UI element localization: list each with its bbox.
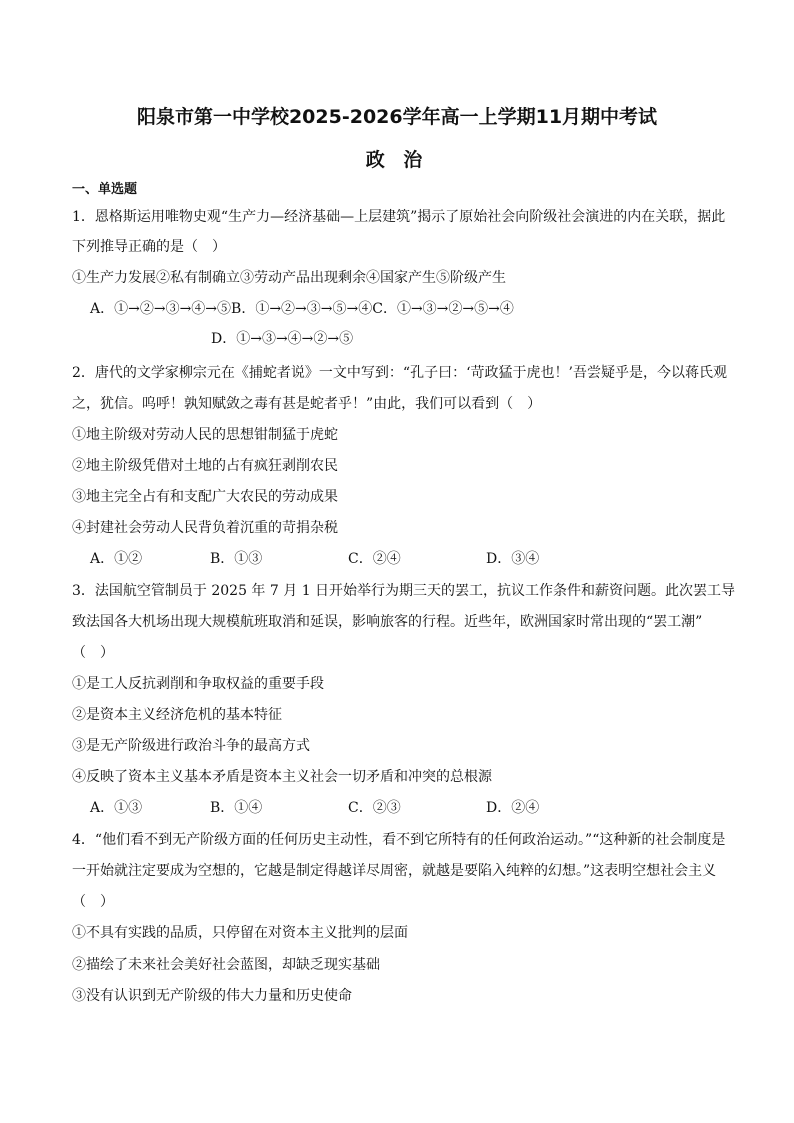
q3-option-d: D．②④ xyxy=(486,800,540,816)
q2-statement-3: ③地主完全占有和支配广大农民的劳动成果 xyxy=(72,489,338,505)
q4-stem-line-1: 4．“他们看不到无产阶级方面的任何历史主动性，看不到它所特有的任何政治运动。”“这种新的社会制度是 xyxy=(72,832,726,848)
q2-statement-1: ①地主阶级对劳动人民的思想钳制猛于虎蛇 xyxy=(72,427,338,443)
q3-stem-line-3: （ ） xyxy=(72,645,114,661)
q2-option-d: D．③④ xyxy=(486,551,540,567)
q1-option-d: D．①→③→④→②→⑤ xyxy=(211,331,354,347)
q3-statement-1: ①是工人反抗剥削和争取权益的重要手段 xyxy=(72,676,324,692)
q3-options xyxy=(90,798,730,818)
q4-statement-2: ②描绘了未来社会美好社会蓝图，却缺乏现实基础 xyxy=(72,957,380,973)
q2-stem-line-2: 之，犹信。呜呼！孰知赋敛之毒有甚是蛇者乎！”由此，我们可以看到（ ） xyxy=(72,396,542,412)
q3-stem-line-2: 致法国各大机场出现大规模航班取消和延误，影响旅客的行程。近些年，欧洲国家时常出现的“罢工潮” xyxy=(72,614,703,630)
q3-statement-2: ②是资本主义经济危机的基本特征 xyxy=(72,707,282,723)
q3-statement-4: ④反映了资本主义基本矛盾是资本主义社会一切矛盾和冲突的总根源 xyxy=(72,769,492,785)
q4-stem-line-2: 一开始就注定要成为空想的，它越是制定得越详尽周密，就越是要陷入纯粹的幻想。”这表明空想社会主义 xyxy=(72,863,717,879)
q2-statement-4: ④封建社会劳动人民背负着沉重的苛捐杂税 xyxy=(72,520,338,536)
q3-stem-line-1: 3．法国航空管制员于 2025 年 7 月 1 日开始举行为期三天的罢工，抗议工作条件和薪资问题。此次罢工导 xyxy=(72,583,736,599)
q1-options-row-1: A．①→②→③→④→⑤B．①→②→③→⑤→④C．①→③→②→⑤→④ xyxy=(90,301,514,317)
q3-option-a: A．①③ xyxy=(90,800,143,816)
q2-option-c: C．②④ xyxy=(348,551,401,567)
section-heading: 一、单选题 xyxy=(72,182,138,197)
q1-items: ①生产力发展②私有制确立③劳动产品出现剩余④国家产生⑤阶级产生 xyxy=(72,270,506,286)
q3-option-c: C．②③ xyxy=(348,800,401,816)
q4-statement-3: ③没有认识到无产阶级的伟大力量和历史使命 xyxy=(72,988,352,1004)
q1-stem-line-1: 1．恩格斯运用唯物史观“生产力—经济基础—上层建筑”揭示了原始社会向阶级社会演进的内在关联，据此 xyxy=(72,209,726,225)
q3-option-b: B．①④ xyxy=(210,800,263,816)
q4-statement-1: ①不具有实践的品质，只停留在对资本主义批判的层面 xyxy=(72,925,408,941)
q3-statement-3: ③是无产阶级进行政治斗争的最高方式 xyxy=(72,738,310,754)
subject-heading: 政 治 xyxy=(365,149,429,171)
exam-title: 阳泉市第一中学校2025-2026学年高一上学期11月期中考试 xyxy=(136,106,658,128)
q2-option-a: A．①② xyxy=(90,551,143,567)
q2-options xyxy=(90,549,730,569)
q2-statement-2: ②地主阶级凭借对土地的占有疯狂剥削农民 xyxy=(72,458,338,474)
q2-option-b: B．①③ xyxy=(210,551,263,567)
q2-stem-line-1: 2．唐代的文学家柳宗元在《捕蛇者说》一文中写到：“孔子曰：‘苛政猛于虎也！’吾尝疑乎是，今以蒋氏观 xyxy=(72,365,727,381)
q1-stem-line-2: 下列推导正确的是（ ） xyxy=(72,239,226,255)
q4-stem-line-3: （ ） xyxy=(72,894,114,910)
